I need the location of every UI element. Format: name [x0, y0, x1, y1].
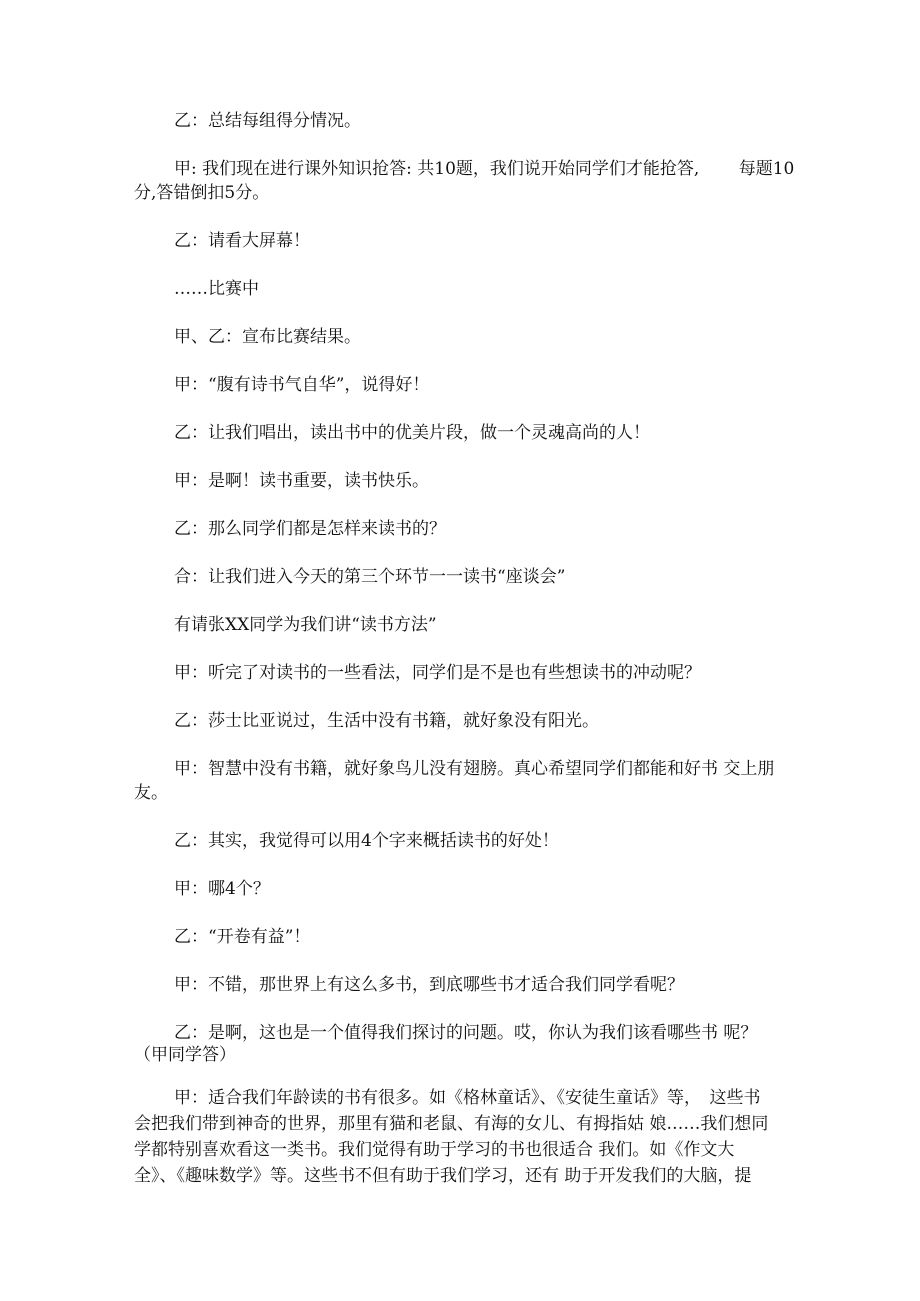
line-worth-exploring: 乙：是啊，这也是一个值得我们探讨的问题。哎，你认为我们该看哪些书 呢？	[174, 1023, 758, 1043]
line-student-answers: （甲同学答）	[134, 1045, 236, 1065]
line-invite-speaker: 有请张XX同学为我们讲“读书方法”	[174, 615, 437, 635]
paragraph-book-suggestions	[134, 1085, 784, 1189]
line-after-hearing: 甲：听完了对读书的一些看法，同学们是不是也有些想读书的冲动呢？	[174, 663, 701, 683]
line-shakespeare: 乙：莎士比亚说过，生活中没有书籍，就好象没有阳光。	[174, 711, 599, 731]
paragraph-line: 会把我们带到神奇的世界，那里有猫和老鼠、有海的女儿、有拇指姑 娘……我们想同	[134, 1114, 769, 1134]
paragraph-line: 甲：适合我们年龄读的书有很多。如《格林童话》、《安徒生童话》等， 这些书	[174, 1088, 761, 1108]
line-wisdom-books-cont: 友。	[134, 783, 168, 803]
line-quiz-intro: 甲: 我们现在进行课外知识抢答: 共10题，我们说开始同学们才能抢答, 每题10	[174, 159, 795, 179]
line-third-segment: 合：让我们进入今天的第三个环节一一读书“座谈会”	[174, 567, 566, 587]
paragraph-line: 全》、《趣味数学》等。这些书不但有助于我们学习，还有 助于开发我们的大脑，提	[134, 1166, 752, 1186]
line-announce-results: 甲、乙：宣布比赛结果。	[174, 327, 361, 347]
line-sing-read: 乙：让我们唱出，读出书中的优美片段，做一个灵魂高尚的人！	[174, 423, 650, 443]
paragraph-line: 学都特别喜欢看这一类书。我们觉得有助于学习的书也很适合 我们。如《作文大	[134, 1140, 735, 1160]
line-which-books: 甲：不错，那世界上有这么多书，到底哪些书才适合我们同学看呢？	[174, 975, 684, 995]
line-big-screen: 乙：请看大屏幕！	[174, 231, 310, 251]
line-quiz-intro-cont: 分,答错倒扣5分。	[134, 183, 270, 203]
line-reading-important: 甲：是啊！读书重要，读书快乐。	[174, 471, 429, 491]
line-how-read: 乙：那么同学们都是怎样来读书的？	[174, 519, 446, 539]
line-poetry-quote: 甲：“腹有诗书气自华”，说得好！	[174, 375, 430, 395]
line-summary-scores: 乙：总结每组得分情况。	[174, 111, 361, 131]
line-wisdom-books: 甲：智慧中没有书籍，就好象鸟儿没有翅膀。真心希望同学们都能和好书 交上朋	[174, 759, 775, 779]
line-open-book: 乙：“开卷有益”！	[174, 927, 311, 947]
line-in-competition: ……比赛中	[174, 279, 259, 299]
line-four-characters: 乙：其实，我觉得可以用4个字来概括读书的好处！	[174, 831, 559, 851]
line-which-four: 甲：哪4个？	[174, 879, 270, 899]
